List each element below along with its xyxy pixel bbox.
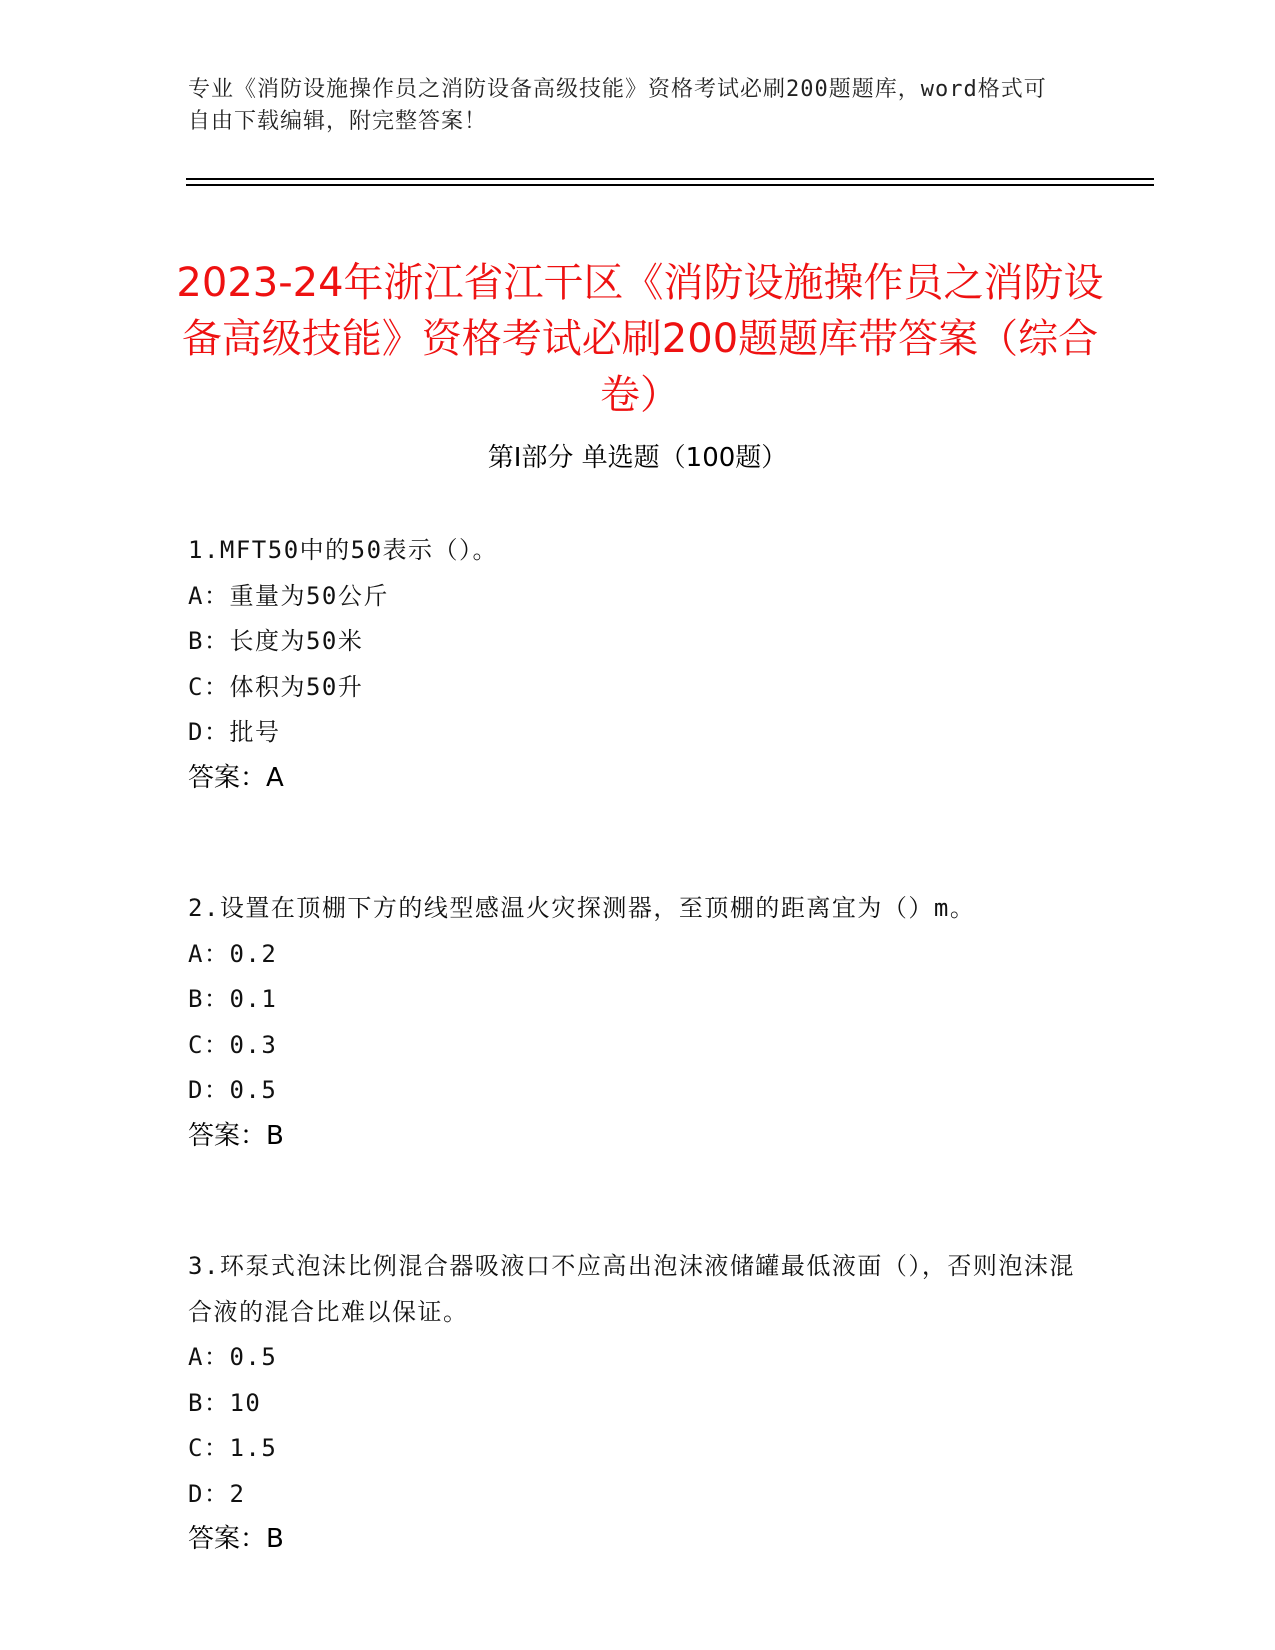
answer: 答案：A [188,762,284,793]
option-b: B：0.1 [188,985,278,1013]
question-2 [188,886,1088,1159]
option-c: C：体积为50升 [188,672,364,701]
option-d: D：2 [188,1479,246,1508]
question-gap [188,1159,1088,1244]
document-title: 2023-24年浙江省江干区《消防设施操作员之消防设备高级技能》资格考试必刷200题题库带答案（综合卷） [176,259,1104,418]
section-heading: 第Ⅰ部分 单选题（100题） [487,443,788,473]
question-text: 1.MFT50中的50表示（）。 [188,536,499,564]
answer: 答案：B [188,1524,284,1554]
answer: 答案：B [188,1120,284,1151]
question-3 [188,1244,1088,1563]
question-1 [188,528,1088,801]
option-d: D：0.5 [188,1076,278,1104]
option-a: A：0.5 [188,1343,278,1371]
header-rule-top [186,178,1154,180]
header-rule-bottom [186,184,1154,186]
question-gap [188,801,1088,886]
option-c: C：1.5 [188,1434,278,1462]
question-text: 3.环泵式泡沫比例混合器吸液口不应高出泡沫液储罐最低液面（），否则泡沫混合液的混合比难以保证。 [188,1252,1075,1326]
option-b: B：10 [188,1388,262,1417]
option-d: D：批号 [188,718,281,746]
option-a: A：0.2 [188,939,278,968]
question-list [188,528,1088,1563]
option-a: A：重量为50公斤 [188,581,389,610]
option-b: B：长度为50米 [188,627,364,655]
header-note: 专业《消防设施操作员之消防设备高级技能》资格考试必刷200题题库，word格式可自由下载编辑，附完整答案！ [188,77,1047,134]
question-text: 2.设置在顶棚下方的线型感温火灾探测器，至顶棚的距离宜为（）m。 [188,894,976,922]
option-c: C：0.3 [188,1030,278,1059]
